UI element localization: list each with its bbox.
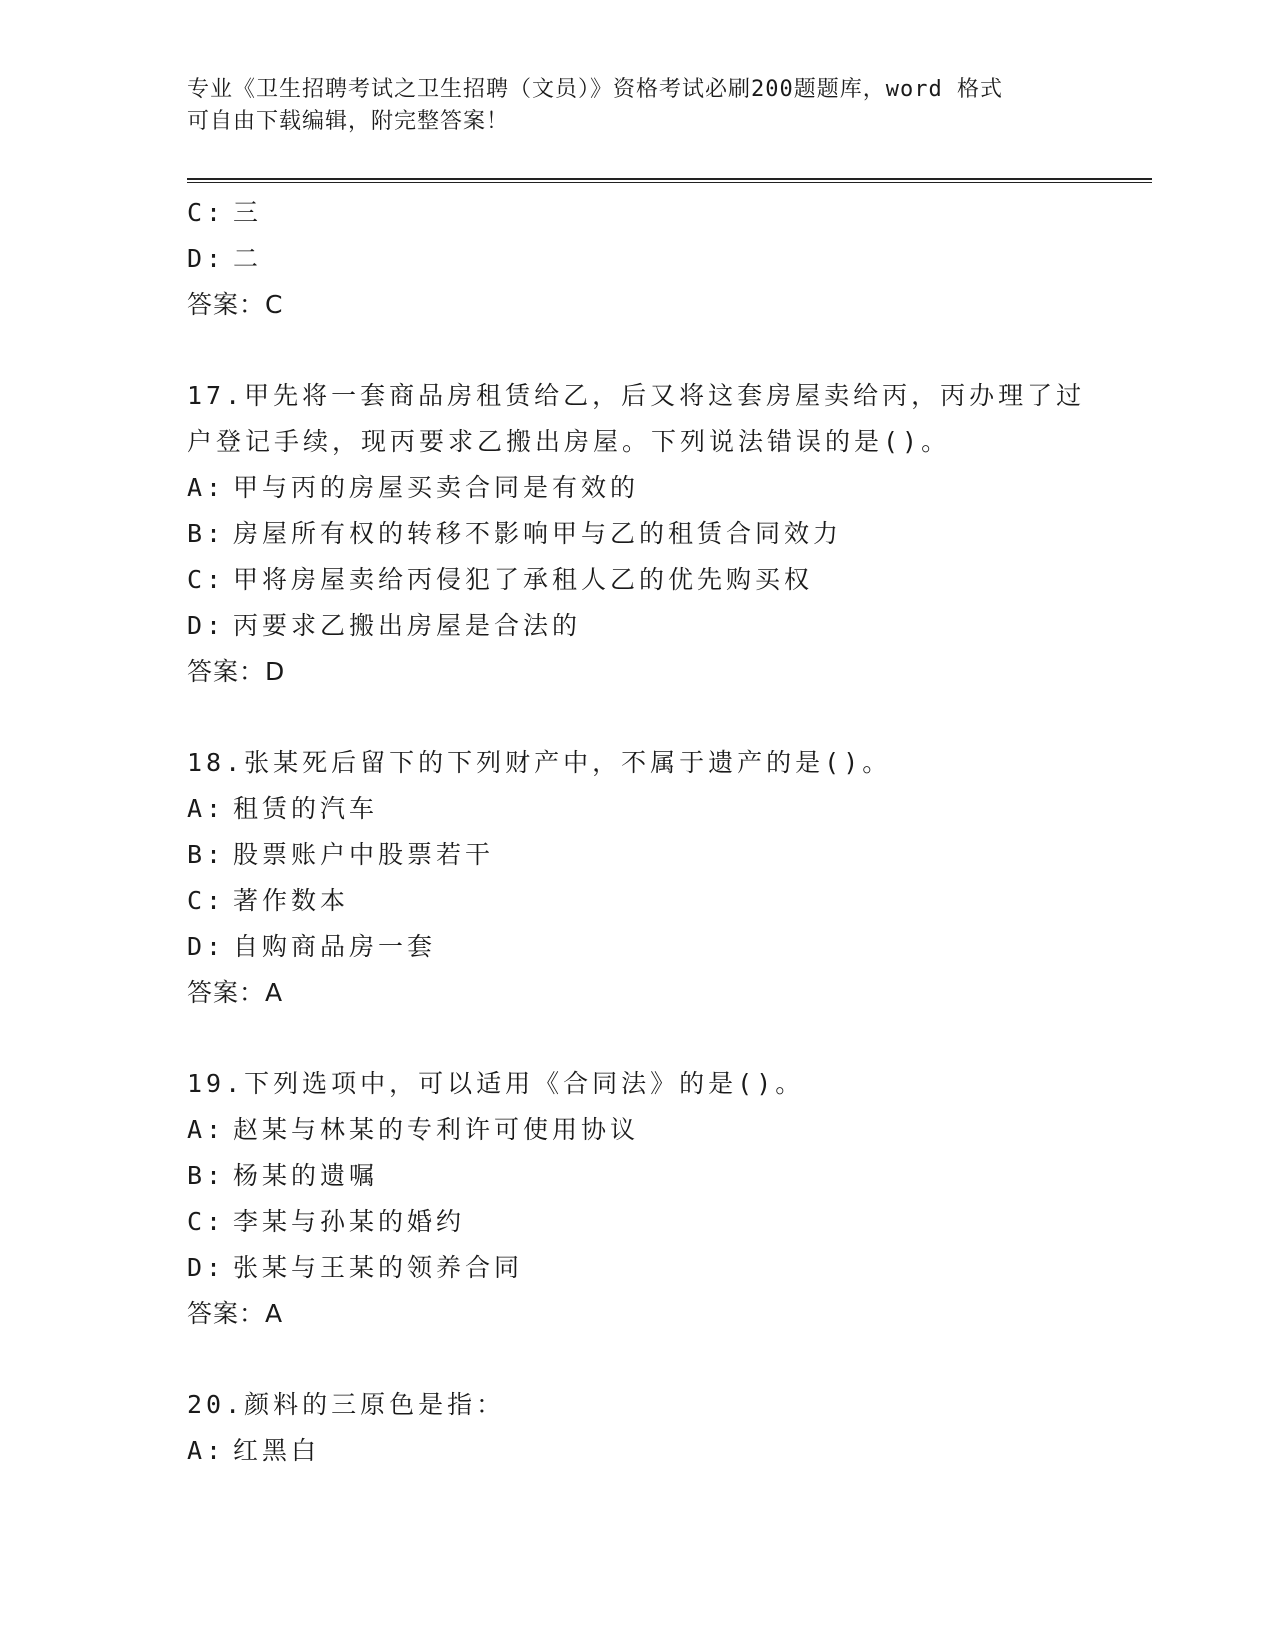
option-a: A: 租赁的汽车 (187, 794, 379, 823)
header-title-line-1: 专业《卫生招聘考试之卫生招聘（文员）》资格考试必刷200题题库，word 格式 (187, 77, 1003, 102)
option-d: D: 丙要求乙搬出房屋是合法的 (187, 611, 582, 640)
question-17 (187, 373, 1147, 695)
question-18 (187, 740, 1147, 1016)
question-stem: 18.张某死后留下的下列财产中，不属于遗产的是()。 (187, 748, 892, 777)
option-b: B: 股票账户中股票若干 (187, 840, 495, 869)
option-d: D: 自购商品房一套 (187, 932, 437, 961)
carryover-block (187, 190, 1147, 328)
answer-line: 答案：A (187, 978, 284, 1007)
question-20 (187, 1382, 1147, 1474)
option-c: C: 甲将房屋卖给丙侵犯了承租人乙的优先购买权 (187, 565, 814, 594)
header-divider (187, 178, 1152, 183)
option-a: A: 甲与丙的房屋买卖合同是有效的 (187, 473, 640, 502)
question-stem: 17.甲先将一套商品房租赁给乙，后又将这套房屋卖给丙，丙办理了过 (187, 381, 1086, 410)
header-title-line-2: 可自由下载编辑，附完整答案！ (187, 109, 510, 134)
option-b: B: 杨某的遗嘱 (187, 1161, 379, 1190)
option-c: C: 李某与孙某的婚约 (187, 1207, 466, 1236)
option-b: B: 房屋所有权的转移不影响甲与乙的租赁合同效力 (187, 519, 843, 548)
option-a: A: 赵某与林某的专利许可使用协议 (187, 1115, 640, 1144)
question-19 (187, 1061, 1147, 1337)
question-stem: 19.下列选项中，可以适用《合同法》的是()。 (187, 1069, 805, 1098)
page-header (187, 74, 1067, 138)
answer-line: 答案：D (187, 657, 286, 686)
answer-line: 答案：C (187, 290, 284, 319)
question-stem-cont: 户登记手续，现丙要求乙搬出房屋。下列说法错误的是()。 (187, 427, 951, 456)
option-c: C: 著作数本 (187, 886, 350, 915)
option-a: A: 红黑白 (187, 1436, 321, 1465)
answer-line: 答案：A (187, 1299, 284, 1328)
option-c: C: 三 (187, 198, 263, 227)
question-content (187, 190, 1147, 1474)
question-stem: 20.颜料的三原色是指： (187, 1390, 506, 1419)
option-d: D: 张某与王某的领养合同 (187, 1253, 524, 1282)
option-d: D: 二 (187, 244, 263, 273)
